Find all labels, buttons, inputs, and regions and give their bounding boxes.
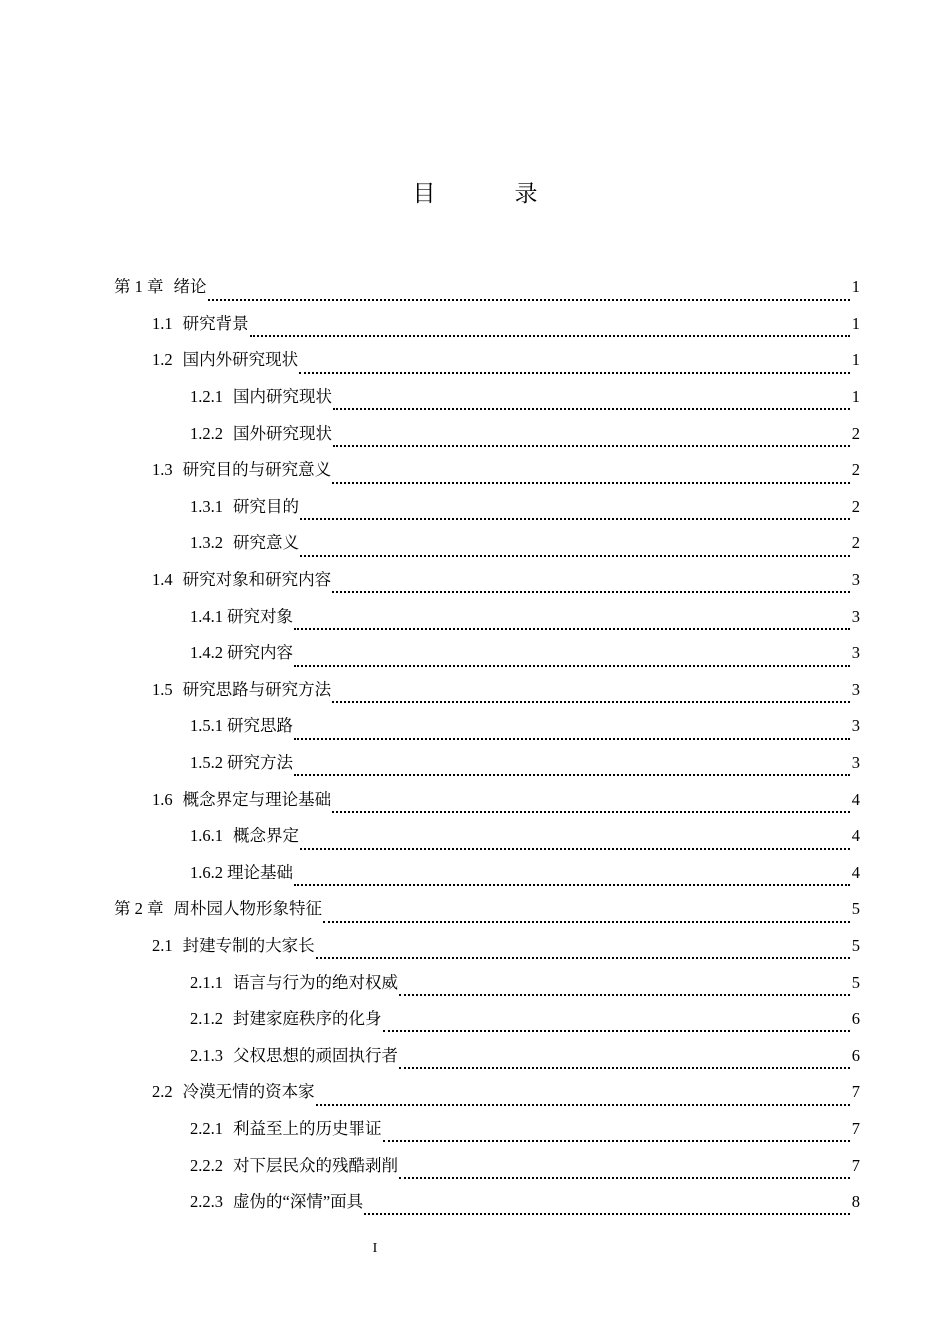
toc-entry[interactable] xyxy=(0,745,950,782)
page-number: I xyxy=(372,1241,378,1256)
toc-entry-number: 1.5 xyxy=(152,679,173,699)
toc-entry-title: 冷漠无情的资本家 xyxy=(182,1082,315,1102)
toc-entry-page: 4 xyxy=(851,826,860,846)
dot-leader xyxy=(294,884,850,886)
toc-entry-label xyxy=(190,863,293,883)
dot-leader xyxy=(399,994,850,996)
dot-leader xyxy=(316,1104,850,1106)
toc-entry-page: 5 xyxy=(851,899,860,919)
toc-entry-label xyxy=(152,350,298,370)
toc-entry-title: 研究背景 xyxy=(182,313,249,333)
toc-entry-label xyxy=(152,314,249,334)
toc-entry-number: 2.2.2 xyxy=(190,1155,223,1175)
toc-entry-label xyxy=(152,460,331,480)
toc-entry-page: 2 xyxy=(851,423,860,443)
toc-entry[interactable] xyxy=(0,525,950,562)
toc-entry-page: 3 xyxy=(851,753,860,773)
toc-entry-number: 1.6 xyxy=(152,789,173,809)
toc-entry-label xyxy=(114,277,207,297)
dot-leader xyxy=(294,665,850,667)
toc-entry-page: 3 xyxy=(851,643,860,663)
toc-entry-label xyxy=(190,533,299,553)
toc-entry-label xyxy=(190,607,293,627)
toc-entry-number: 1.6.1 xyxy=(190,826,223,846)
toc-entry-page: 2 xyxy=(851,533,860,553)
toc-entry-label xyxy=(114,899,322,919)
toc-entry-title: 绪论 xyxy=(173,277,207,297)
toc-entry-title: 研究对象和研究内容 xyxy=(182,570,332,590)
toc-entry[interactable] xyxy=(0,269,950,306)
toc-entry-number: 2.2.1 xyxy=(190,1118,223,1138)
dot-leader xyxy=(333,408,850,410)
toc-entry-label xyxy=(190,387,332,407)
toc-entry-page: 7 xyxy=(851,1082,860,1102)
page-title: 目 录 xyxy=(412,181,566,206)
toc-entry-page: 3 xyxy=(851,606,860,626)
toc-entry-title: 国内外研究现状 xyxy=(182,350,299,370)
toc-entry-label xyxy=(152,680,331,700)
toc-entry-label xyxy=(190,1156,398,1176)
dot-leader xyxy=(294,774,850,776)
toc-entry-page: 4 xyxy=(851,789,860,809)
dot-leader xyxy=(316,957,850,959)
toc-entry-number: 1.2 xyxy=(152,350,173,370)
toc-entry-number: 1.5.1 xyxy=(190,716,223,736)
toc-entry[interactable] xyxy=(0,891,950,928)
toc-entry-page: 1 xyxy=(851,350,860,370)
toc-entry[interactable] xyxy=(0,855,950,892)
dot-leader xyxy=(383,1030,851,1032)
toc-entry-label xyxy=(190,497,299,517)
toc-entry-number: 2.2 xyxy=(152,1082,173,1102)
toc-entry-page: 7 xyxy=(851,1155,860,1175)
toc-entry-title: 概念界定与理论基础 xyxy=(182,789,332,809)
toc-entry-title: 理论基础 xyxy=(227,862,293,882)
dot-leader xyxy=(250,335,850,337)
toc-entry[interactable] xyxy=(0,598,950,635)
toc-entry-page: 1 xyxy=(851,277,860,297)
dot-leader xyxy=(383,1140,851,1142)
toc-entry-number: 2.2.3 xyxy=(190,1192,223,1212)
dot-leader xyxy=(208,299,851,301)
toc-entry-number: 2.1.1 xyxy=(190,972,223,992)
dot-leader xyxy=(294,738,850,740)
toc-entry-title: 研究对象 xyxy=(227,606,293,626)
toc-entry-page: 5 xyxy=(851,972,860,992)
dot-leader xyxy=(300,555,850,557)
dot-leader xyxy=(399,1067,850,1069)
toc-entry-label xyxy=(190,424,332,444)
toc-entry-page: 3 xyxy=(851,679,860,699)
toc-entry-title: 研究思路 xyxy=(227,716,293,736)
toc-entry-title: 研究内容 xyxy=(227,643,293,663)
toc-entry-label xyxy=(190,1192,363,1212)
toc-entry[interactable] xyxy=(0,708,950,745)
toc-entry-label xyxy=(190,1009,382,1029)
toc-entry[interactable] xyxy=(0,928,950,965)
toc-entry-page: 4 xyxy=(851,862,860,882)
dot-leader xyxy=(364,1213,850,1215)
toc-entry-page: 7 xyxy=(851,1118,860,1138)
toc-entry-number: 1.4 xyxy=(152,570,173,590)
toc-entry[interactable] xyxy=(0,818,950,855)
toc-entry-title: 封建家庭秩序的化身 xyxy=(233,1009,382,1029)
toc-entry-page: 6 xyxy=(851,1009,860,1029)
toc-entry-number: 1.6.2 xyxy=(190,862,223,882)
toc-entry-label xyxy=(152,570,331,590)
table-of-contents xyxy=(0,269,950,1220)
toc-entry-page: 3 xyxy=(851,716,860,736)
toc-entry[interactable] xyxy=(0,562,950,599)
toc-entry-title: 周朴园人物形象特征 xyxy=(173,899,322,919)
toc-entry-page: 1 xyxy=(851,387,860,407)
toc-entry-title: 语言与行为的绝对权威 xyxy=(233,972,398,992)
dot-leader xyxy=(294,628,850,630)
toc-entry-label xyxy=(190,753,293,773)
toc-entry-label xyxy=(152,936,315,956)
toc-entry[interactable] xyxy=(0,781,950,818)
toc-entry-page: 8 xyxy=(851,1192,860,1212)
toc-entry-page: 1 xyxy=(851,313,860,333)
toc-entry-title: 利益至上的历史罪证 xyxy=(233,1118,382,1138)
toc-entry-number: 1.3.2 xyxy=(190,533,223,553)
toc-entry-page: 6 xyxy=(851,1045,860,1065)
toc-entry[interactable] xyxy=(0,1184,950,1221)
dot-leader xyxy=(332,811,850,813)
dot-leader xyxy=(299,372,850,374)
toc-entry-title: 虚伪的“深情”面具 xyxy=(233,1192,364,1212)
dot-leader xyxy=(333,445,850,447)
toc-entry-number: 1.4.2 xyxy=(190,643,223,663)
toc-entry-title: 国外研究现状 xyxy=(233,423,332,443)
toc-entry-number: 1.2.1 xyxy=(190,387,223,407)
toc-entry-number: 第 1 章 xyxy=(114,277,164,297)
toc-entry-page: 2 xyxy=(851,496,860,516)
toc-entry-number: 2.1 xyxy=(152,935,173,955)
toc-entry-label xyxy=(190,1119,382,1139)
toc-entry-number: 1.2.2 xyxy=(190,423,223,443)
toc-entry-number: 2.1.3 xyxy=(190,1045,223,1065)
toc-entry-label xyxy=(152,1082,315,1102)
dot-leader xyxy=(323,921,850,923)
toc-entry-title: 父权思想的顽固执行者 xyxy=(233,1045,398,1065)
toc-entry-number: 2.1.2 xyxy=(190,1009,223,1029)
toc-entry-label xyxy=(152,790,331,810)
toc-entry-title: 研究目的与研究意义 xyxy=(182,460,332,480)
toc-entry[interactable] xyxy=(0,1147,950,1184)
toc-entry-number: 1.5.2 xyxy=(190,753,223,773)
toc-entry-label xyxy=(190,826,299,846)
toc-entry-number: 1.3 xyxy=(152,460,173,480)
toc-entry-page: 5 xyxy=(851,935,860,955)
toc-entry[interactable] xyxy=(0,342,950,379)
dot-leader xyxy=(332,591,850,593)
toc-entry[interactable] xyxy=(0,964,950,1001)
toc-entry[interactable] xyxy=(0,1037,950,1074)
toc-entry-title: 对下层民众的残酷剥削 xyxy=(233,1155,398,1175)
toc-entry[interactable] xyxy=(0,635,950,672)
toc-entry[interactable] xyxy=(0,415,950,452)
toc-entry-title: 研究目的 xyxy=(233,496,299,516)
toc-entry-title: 封建专制的大家长 xyxy=(182,935,315,955)
toc-entry-number: 1.4.1 xyxy=(190,606,223,626)
toc-entry[interactable] xyxy=(0,1111,950,1148)
toc-entry[interactable] xyxy=(0,452,950,489)
dot-leader xyxy=(399,1177,850,1179)
toc-entry-page: 3 xyxy=(851,570,860,590)
dot-leader xyxy=(332,482,850,484)
toc-entry[interactable] xyxy=(0,1001,950,1038)
toc-entry[interactable] xyxy=(0,1074,950,1111)
toc-entry[interactable] xyxy=(0,379,950,416)
toc-entry-title: 国内研究现状 xyxy=(233,387,332,407)
toc-entry[interactable] xyxy=(0,306,950,343)
toc-entry[interactable] xyxy=(0,672,950,709)
toc-entry-number: 第 2 章 xyxy=(114,899,164,919)
toc-entry-title: 概念界定 xyxy=(233,826,299,846)
toc-entry-title: 研究方法 xyxy=(227,753,293,773)
dot-leader xyxy=(300,848,850,850)
toc-entry-page: 2 xyxy=(851,460,860,480)
toc-entry-number: 1.3.1 xyxy=(190,496,223,516)
toc-entry-label xyxy=(190,643,293,663)
dot-leader xyxy=(300,518,850,520)
toc-entry-label xyxy=(190,1046,398,1066)
toc-entry-label xyxy=(190,973,398,993)
toc-entry[interactable] xyxy=(0,489,950,526)
toc-entry-title: 研究意义 xyxy=(233,533,299,553)
dot-leader xyxy=(332,701,850,703)
toc-entry-label xyxy=(190,716,293,736)
toc-entry-title: 研究思路与研究方法 xyxy=(182,679,332,699)
toc-entry-number: 1.1 xyxy=(152,313,173,333)
